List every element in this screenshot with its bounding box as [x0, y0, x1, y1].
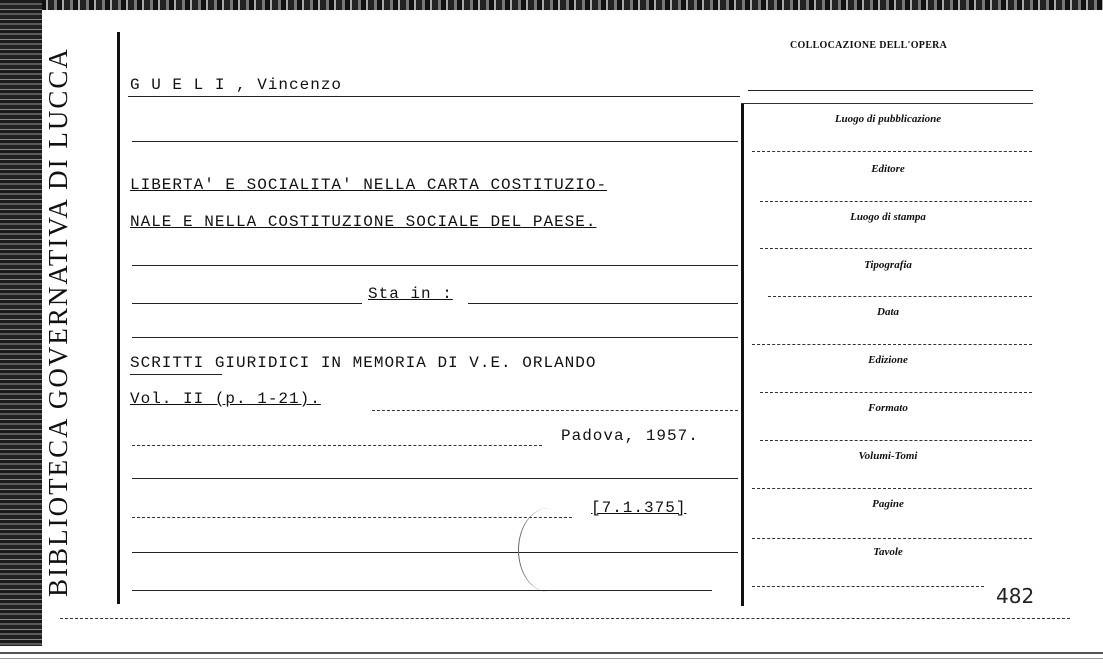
field-rule	[760, 248, 1032, 249]
place-year: Padova, 1957.	[561, 427, 699, 445]
handwritten-number: 482	[996, 584, 1035, 608]
field-rule	[752, 488, 1032, 489]
field-luogo-pubblicazione: Luogo di pubblicazione	[834, 113, 942, 125]
source-line-1: SCRITTI GIURIDICI IN MEMORIA DI V.E. ORLANDO	[130, 354, 597, 372]
collocazione-rule	[748, 90, 1033, 91]
sta-in-label: Sta in :	[368, 285, 453, 303]
scan-border-left	[0, 0, 42, 663]
ruled-line	[132, 552, 738, 553]
field-rule	[760, 201, 1032, 202]
ruled-line	[132, 141, 738, 142]
shelfmark: [7.1.375]	[591, 499, 687, 517]
field-data: Data	[877, 306, 899, 318]
fields-top-rule	[741, 103, 1033, 104]
title-line-2: NALE E NELLA COSTITUZIONE SOCIALE DEL PAESE.	[130, 213, 597, 231]
ruled-line	[132, 445, 542, 446]
field-luogo-stampa: Luogo di stampa	[850, 211, 926, 223]
scan-border-bottom	[0, 646, 1103, 663]
field-formato: Formato	[868, 402, 908, 414]
field-volumi-tomi: Volumi-Tomi	[858, 450, 918, 462]
author-rule	[128, 96, 740, 97]
ruled-line	[132, 590, 712, 591]
field-rule	[752, 344, 1032, 345]
field-rule	[752, 538, 1032, 539]
ruled-line	[132, 517, 572, 518]
collocazione-label: COLLOCAZIONE DELL'OPERA	[790, 40, 948, 51]
ruled-line	[132, 337, 738, 338]
field-tavole: Tavole	[873, 546, 903, 558]
stamp-mark	[518, 508, 579, 592]
field-rule	[752, 151, 1032, 152]
field-rule	[760, 392, 1032, 393]
field-rule	[768, 296, 1032, 297]
ruled-line	[132, 478, 738, 479]
ruled-line	[372, 410, 738, 411]
source-line-2: Vol. II (p. 1-21).	[130, 390, 321, 408]
field-pagine: Pagine	[872, 498, 904, 510]
source-underline	[130, 374, 222, 375]
ruled-line	[468, 303, 738, 304]
field-rule	[752, 586, 984, 587]
library-name: BIBLIOTECA GOVERNATIVA DI LUCCA	[43, 47, 73, 597]
card-bottom-edge	[60, 618, 1070, 619]
field-edizione: Edizione	[868, 354, 908, 366]
left-margin-rule	[117, 32, 120, 604]
title-line-1: LIBERTA' E SOCIALITA' NELLA CARTA COSTITUZIO-	[130, 176, 608, 194]
scan-border-top	[0, 0, 1103, 10]
ruled-line	[132, 303, 362, 304]
field-tipografia: Tipografia	[864, 259, 912, 271]
field-editore: Editore	[871, 163, 905, 175]
ruled-line	[132, 265, 738, 266]
author-name: G U E L I , Vincenzo	[130, 76, 343, 94]
field-rule	[760, 440, 1032, 441]
